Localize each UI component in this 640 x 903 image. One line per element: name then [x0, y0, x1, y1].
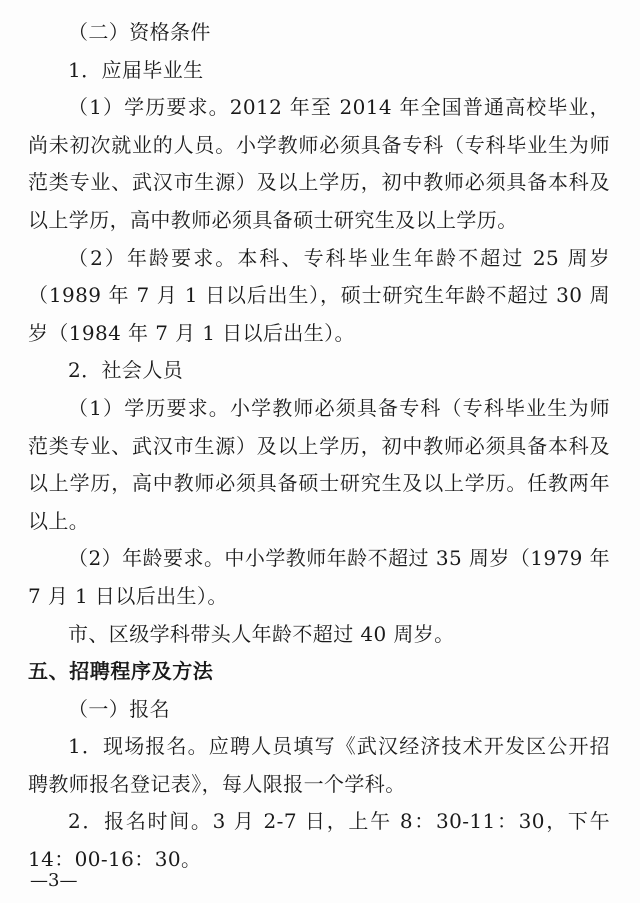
section-heading-qualifications: （二）资格条件 [68, 20, 211, 44]
paragraph-subject-leader-age: 市、区级学科带头人年龄不超过 40 周岁。 [68, 621, 455, 646]
paragraph-graduate-age: （2）年龄要求。本科、专科毕业生年龄不超过 25 周岁（1989 年 7 月 1 日以后出生），硕士研究生年龄不超过 30 周岁（1984 年 7 月 1 日以后出生）。 [28, 245, 610, 345]
paragraph-social-age: （2）年龄要求。中小学教师年龄不超过 35 周岁（1979 年 7 月 1 日以后出生）。 [28, 546, 610, 608]
section-heading-procedure: 五、招聘程序及方法 [28, 659, 214, 684]
paragraph-onsite-registration: 1．现场报名。应聘人员填写《武汉经济技术开发区公开招聘教师报名登记表》，每人限报一个学科。 [28, 734, 610, 796]
document-body [28, 14, 610, 879]
subheading-social-applicants: 2．社会人员 [68, 358, 184, 383]
page-number: —3— [30, 870, 78, 891]
subheading-registration: （一）报名 [68, 696, 170, 721]
paragraph-graduate-education: （1）学历要求。2012 年至 2014 年全国普通高校毕业，尚未初次就业的人员。小学教师必须具备专科（专科毕业生为师范类专业、武汉市生源）及以上学历，初中教师必须具备本科及以上学历，高中教师必须具备硕士研究生及以上学历。 [28, 95, 610, 232]
subheading-fresh-graduates: 1．应届毕业生 [68, 57, 204, 82]
paragraph-registration-time: 2．报名时间。3 月 2-7 日，上午 8：30-11：30，下午 14：00-16：30。 [28, 809, 610, 872]
paragraph-social-education: （1）学历要求。小学教师必须具备专科（专科毕业生为师范类专业、武汉市生源）及以上学历，初中教师必须具备本科及以上学历，高中教师必须具备硕士研究生及以上学历。任教两年以上。 [28, 395, 610, 533]
